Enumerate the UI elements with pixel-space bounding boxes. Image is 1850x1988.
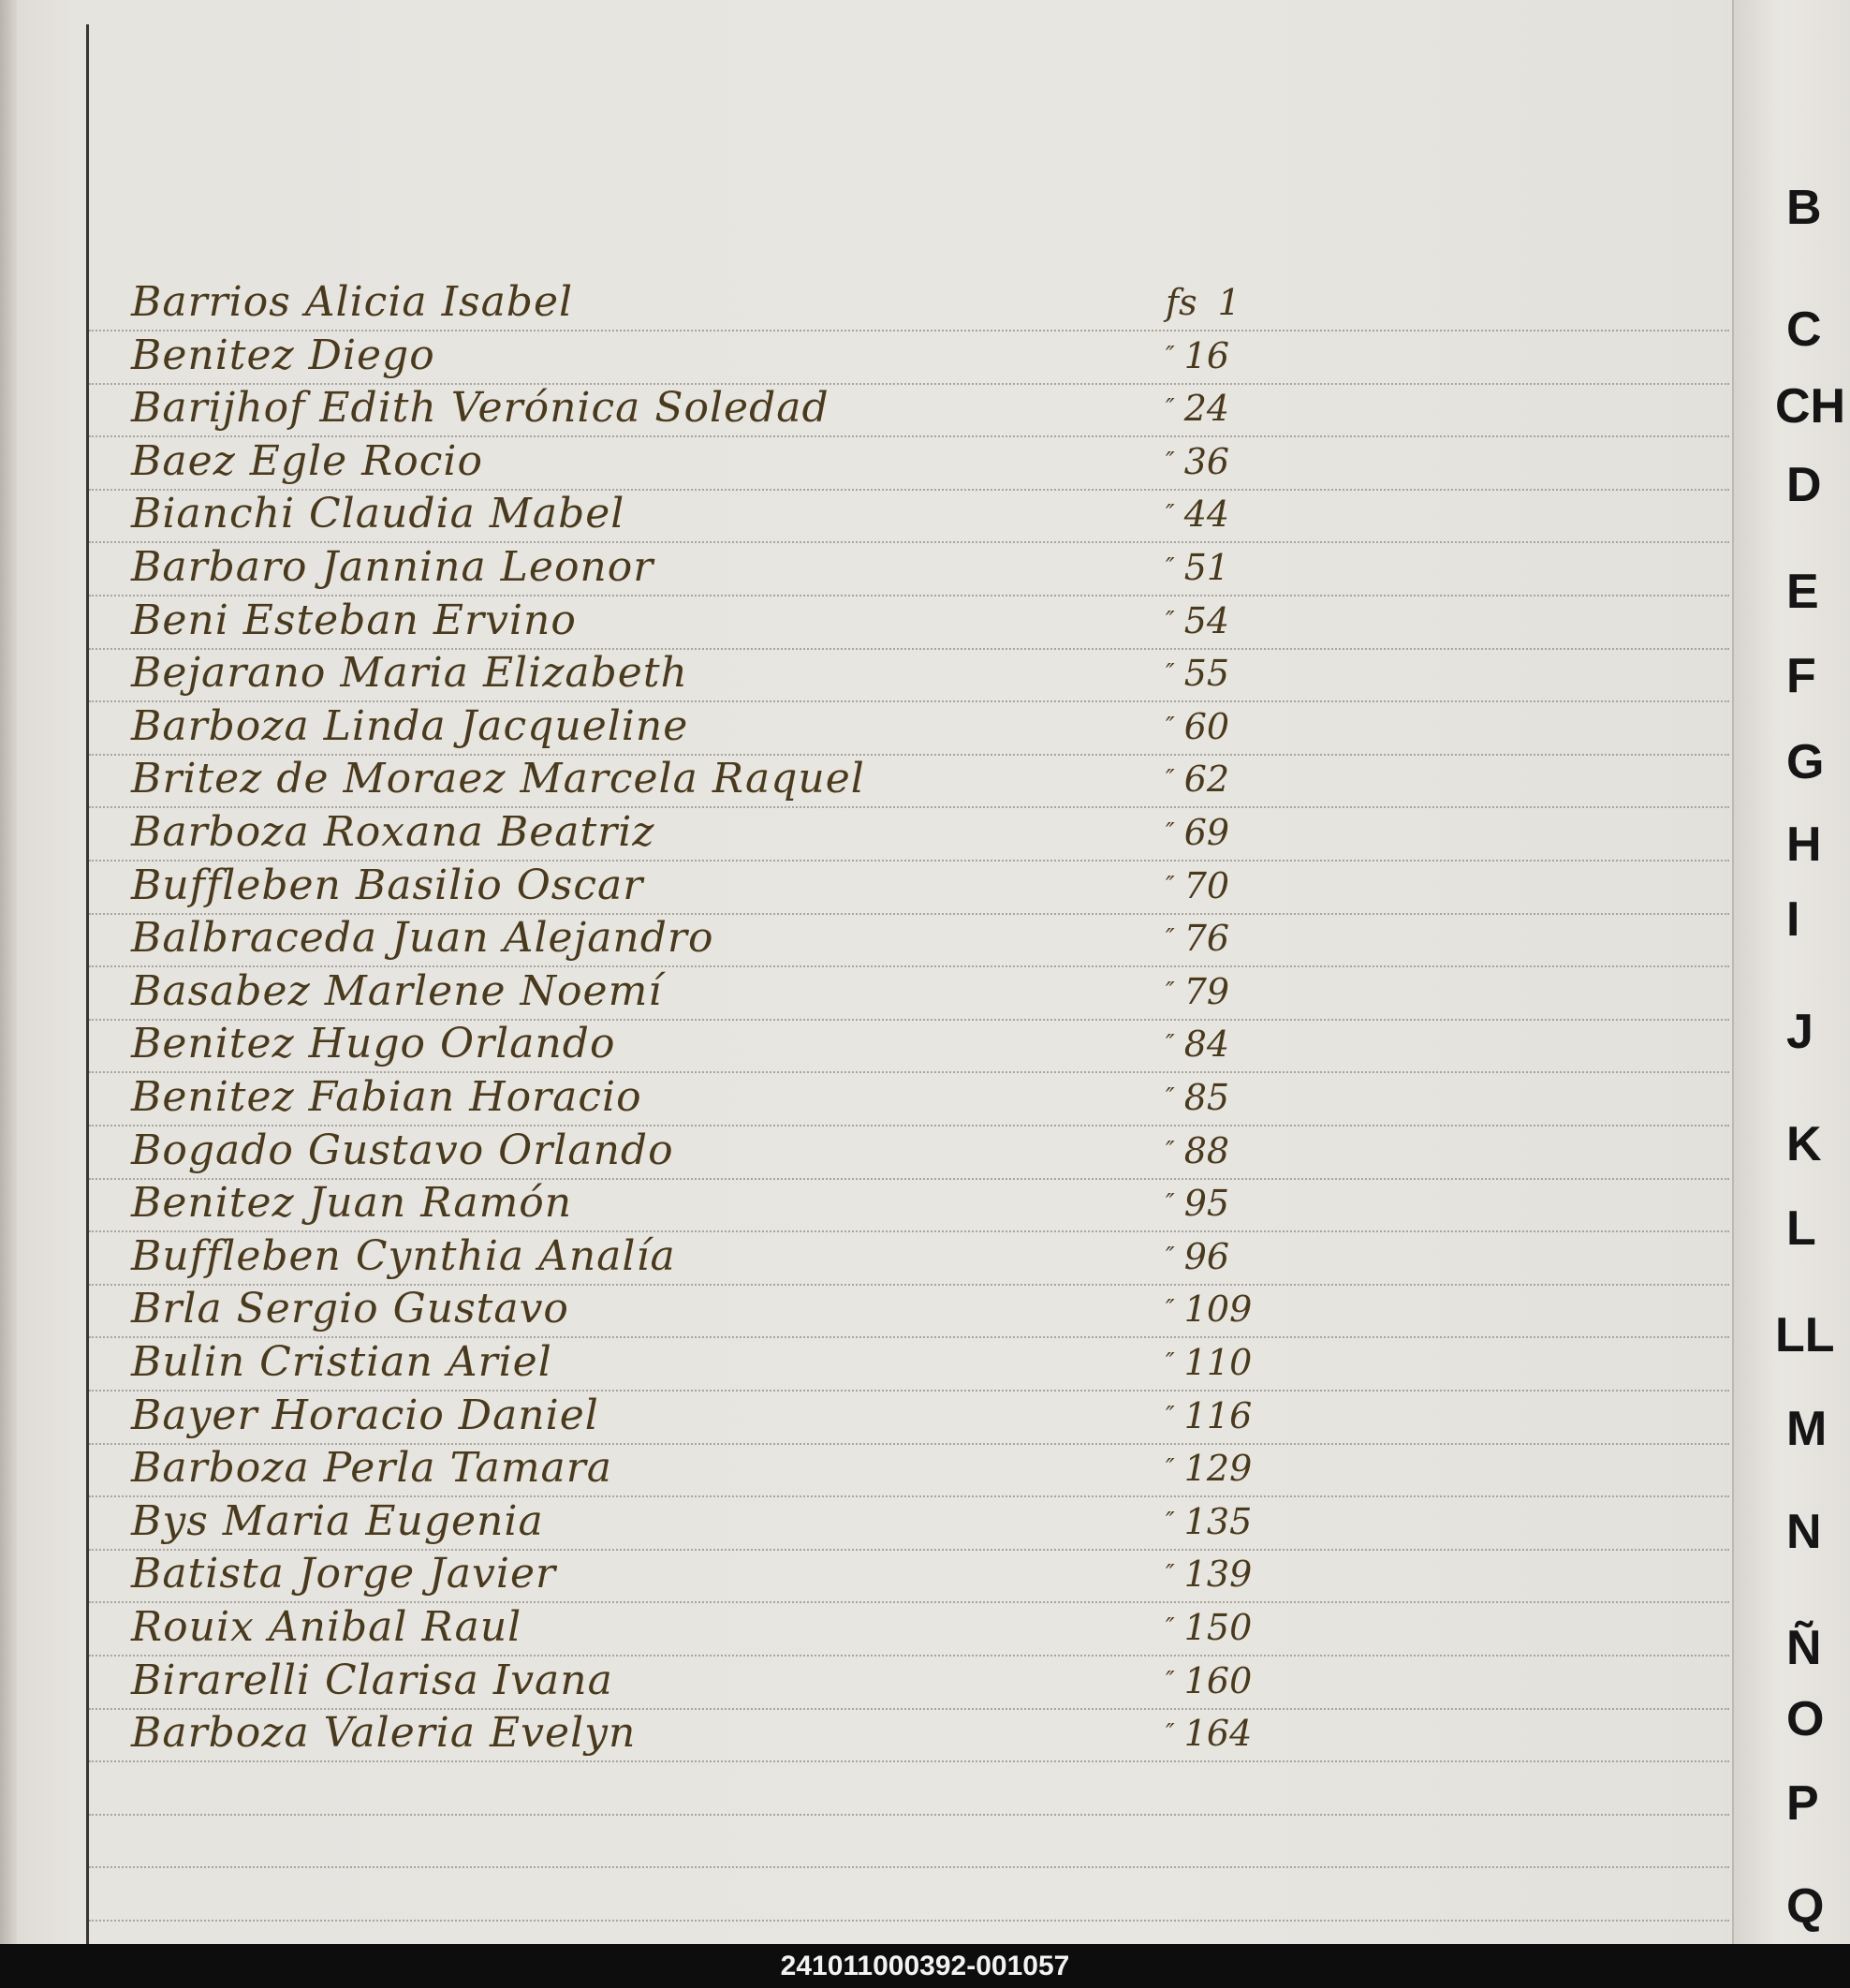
entry-name: Barboza Linda Jacqueline xyxy=(131,701,689,750)
ditto-mark-icon: ″ xyxy=(1166,1560,1175,1589)
entry-name: Baez Egle Rocio xyxy=(131,436,483,485)
page-number: 139 xyxy=(1183,1554,1253,1596)
ruled-line xyxy=(89,1866,1729,1868)
entry-name: Batista Jorge Javier xyxy=(131,1550,557,1598)
ditto-mark-icon: ″ xyxy=(1166,1719,1175,1748)
entry-name: Britez de Moraez Marcela Raquel xyxy=(131,755,865,803)
ditto-mark-icon: ″ xyxy=(1166,977,1175,1006)
entry-name: Barboza Roxana Beatriz xyxy=(131,808,655,856)
entry-name: Buffleben Basilio Oscar xyxy=(131,861,644,909)
entry-name: Buffleben Cynthia Analía xyxy=(131,1231,676,1280)
tab-letter[interactable]: I xyxy=(1786,892,1800,947)
page-number: 1 xyxy=(1217,282,1241,323)
entry-name: Basabez Marlene Noemí xyxy=(131,966,663,1015)
ditto-mark-icon: ″ xyxy=(1166,341,1175,370)
ditto-mark-icon: ″ xyxy=(1166,1083,1175,1112)
page-number: 51 xyxy=(1183,547,1230,588)
ditto-mark-icon: ″ xyxy=(1166,1666,1175,1695)
page-number: 164 xyxy=(1183,1713,1253,1755)
entry-page-number xyxy=(1166,594,1229,648)
ditto-mark-icon: ″ xyxy=(1166,1242,1175,1271)
entry-page-number xyxy=(1166,1176,1229,1230)
ditto-mark-icon: ″ xyxy=(1166,606,1175,635)
tab-letter[interactable]: CH xyxy=(1775,379,1846,434)
tab-letter[interactable]: D xyxy=(1786,458,1822,512)
page-number: 54 xyxy=(1183,599,1230,641)
ditto-mark-icon: ″ xyxy=(1166,818,1175,847)
entry-name: Barijhof Edith Verónica Soledad xyxy=(131,384,830,433)
ditto-mark-icon: ″ xyxy=(1166,1030,1175,1059)
entry-name: Barboza Perla Tamara xyxy=(131,1444,613,1493)
tab-letter[interactable]: M xyxy=(1786,1402,1828,1456)
page-number: 85 xyxy=(1183,1077,1230,1118)
entry-page-number xyxy=(1166,859,1229,913)
ditto-mark-icon: ″ xyxy=(1166,1613,1175,1642)
entry-name: Bayer Horacio Daniel xyxy=(131,1391,599,1439)
ditto-mark-icon: ″ xyxy=(1166,659,1175,688)
entry-name: Benitez Diego xyxy=(131,331,435,379)
tab-letter[interactable]: C xyxy=(1786,302,1822,357)
entry-name: Bys Maria Eugenia xyxy=(131,1496,544,1545)
entry-page-number xyxy=(1166,1547,1252,1601)
page-number: 79 xyxy=(1183,970,1230,1012)
page-number: 129 xyxy=(1183,1448,1253,1490)
entry-name: Benitez Fabian Horacio xyxy=(131,1073,642,1121)
page-number: 69 xyxy=(1183,812,1230,853)
entry-name: Barrios Alicia Isabel xyxy=(131,278,574,326)
entry-name: Rouix Anibal Raul xyxy=(131,1603,522,1651)
entry-page-number xyxy=(1166,1017,1229,1071)
entry-page-number xyxy=(1166,434,1229,489)
entry-page-number xyxy=(1166,329,1229,383)
page-number: 76 xyxy=(1183,918,1230,960)
page-number: 70 xyxy=(1183,864,1230,906)
ditto-mark-icon: ″ xyxy=(1166,1136,1175,1165)
entry-name: Brla Sergio Gustavo xyxy=(131,1285,569,1333)
entry-page-number xyxy=(1166,805,1229,860)
entry-name: Beni Esteban Ervino xyxy=(131,596,577,644)
entry-name: Balbraceda Juan Alejandro xyxy=(131,914,714,963)
entry-page-number xyxy=(1166,752,1229,806)
tab-letter[interactable]: F xyxy=(1786,649,1816,703)
page-number: 160 xyxy=(1183,1659,1253,1701)
entry-name: Bejarano Maria Elizabeth xyxy=(131,649,688,698)
entry-name: Benitez Hugo Orlando xyxy=(131,1020,616,1068)
entry-page-number xyxy=(1166,965,1229,1019)
page-number: 62 xyxy=(1183,758,1230,801)
page-number: 150 xyxy=(1183,1607,1253,1648)
entry-page-number xyxy=(1166,1230,1229,1284)
folio-prefix: fs xyxy=(1166,282,1197,323)
ruled-line xyxy=(89,1814,1729,1816)
ditto-mark-icon: ″ xyxy=(1166,871,1175,900)
entry-page-number xyxy=(1166,1124,1229,1178)
page-number: 109 xyxy=(1183,1289,1253,1331)
entry-page-number xyxy=(1166,381,1229,435)
tab-letter[interactable]: Ñ xyxy=(1786,1621,1822,1675)
scan-id-footer: 241011000392-001057 xyxy=(0,1944,1850,1988)
entry-name: Bianchi Claudia Mabel xyxy=(131,490,625,538)
ditto-mark-icon: ″ xyxy=(1166,1348,1175,1377)
entry-name: Bogado Gustavo Orlando xyxy=(131,1126,674,1174)
tab-letter[interactable]: J xyxy=(1786,1005,1813,1059)
entry-page-number xyxy=(1166,275,1241,330)
tab-letter[interactable]: L xyxy=(1786,1201,1816,1256)
tab-letter[interactable]: LL xyxy=(1775,1308,1835,1362)
ditto-mark-icon: ″ xyxy=(1166,1401,1175,1430)
entry-page-number xyxy=(1166,1706,1252,1760)
tab-letter[interactable]: P xyxy=(1786,1776,1819,1831)
page-number: 84 xyxy=(1183,1023,1230,1066)
tab-letter[interactable]: B xyxy=(1786,181,1822,235)
entry-page-number xyxy=(1166,646,1229,700)
entry-page-number xyxy=(1166,1070,1229,1125)
entry-page-number xyxy=(1166,540,1229,595)
tab-letter[interactable]: N xyxy=(1786,1505,1822,1559)
page-number: 110 xyxy=(1183,1342,1253,1383)
ditto-mark-icon: ″ xyxy=(1166,1507,1175,1536)
ditto-mark-icon: ″ xyxy=(1166,924,1175,953)
entry-page-number xyxy=(1166,1495,1252,1549)
entry-name: Bulin Cristian Ariel xyxy=(131,1338,552,1386)
entry-page-number xyxy=(1166,699,1229,754)
page-number: 88 xyxy=(1183,1129,1230,1171)
tab-letter[interactable]: G xyxy=(1786,735,1825,789)
ditto-mark-icon: ″ xyxy=(1166,765,1175,794)
entry-page-number xyxy=(1166,911,1229,965)
page-number: 95 xyxy=(1183,1183,1230,1225)
entry-name: Barbaro Jannina Leonor xyxy=(131,543,654,591)
ditto-mark-icon: ″ xyxy=(1166,447,1175,476)
entry-page-number xyxy=(1166,1654,1252,1708)
page-number: 16 xyxy=(1183,334,1230,376)
tab-letter[interactable]: K xyxy=(1786,1117,1822,1171)
entry-name: Benitez Juan Ramón xyxy=(131,1179,573,1228)
entry-page-number xyxy=(1166,1600,1252,1655)
entry-name: Barboza Valeria Evelyn xyxy=(131,1709,637,1758)
entry-page-number xyxy=(1166,487,1229,541)
binding-shadow xyxy=(0,0,17,1944)
page-number: 135 xyxy=(1183,1500,1253,1542)
ruled-line xyxy=(89,1920,1729,1922)
tab-letter[interactable]: E xyxy=(1786,565,1819,619)
ditto-mark-icon: ″ xyxy=(1166,394,1175,423)
ditto-mark-icon: ″ xyxy=(1166,1454,1175,1483)
page-number: 36 xyxy=(1183,440,1230,482)
ditto-mark-icon: ″ xyxy=(1166,712,1175,741)
page-number: 116 xyxy=(1183,1394,1253,1436)
page-number: 55 xyxy=(1183,653,1230,695)
page-number: 24 xyxy=(1183,388,1230,430)
ditto-mark-icon: ″ xyxy=(1166,553,1175,582)
ruled-line xyxy=(89,1760,1729,1762)
entry-page-number xyxy=(1166,1441,1252,1495)
tab-letter[interactable]: Q xyxy=(1786,1879,1825,1934)
ditto-mark-icon: ″ xyxy=(1166,1189,1175,1218)
tab-letter[interactable]: O xyxy=(1786,1692,1825,1746)
entry-page-number xyxy=(1166,1335,1252,1390)
tab-letter[interactable]: H xyxy=(1786,817,1822,872)
entry-page-number xyxy=(1166,1282,1252,1336)
entry-page-number xyxy=(1166,1389,1252,1443)
page-number: 60 xyxy=(1183,705,1230,747)
page-number: 44 xyxy=(1183,493,1230,536)
ditto-mark-icon: ″ xyxy=(1166,500,1175,529)
ditto-mark-icon: ″ xyxy=(1166,1295,1175,1324)
page-number: 96 xyxy=(1183,1235,1230,1277)
entry-name: Birarelli Clarisa Ivana xyxy=(131,1656,613,1704)
